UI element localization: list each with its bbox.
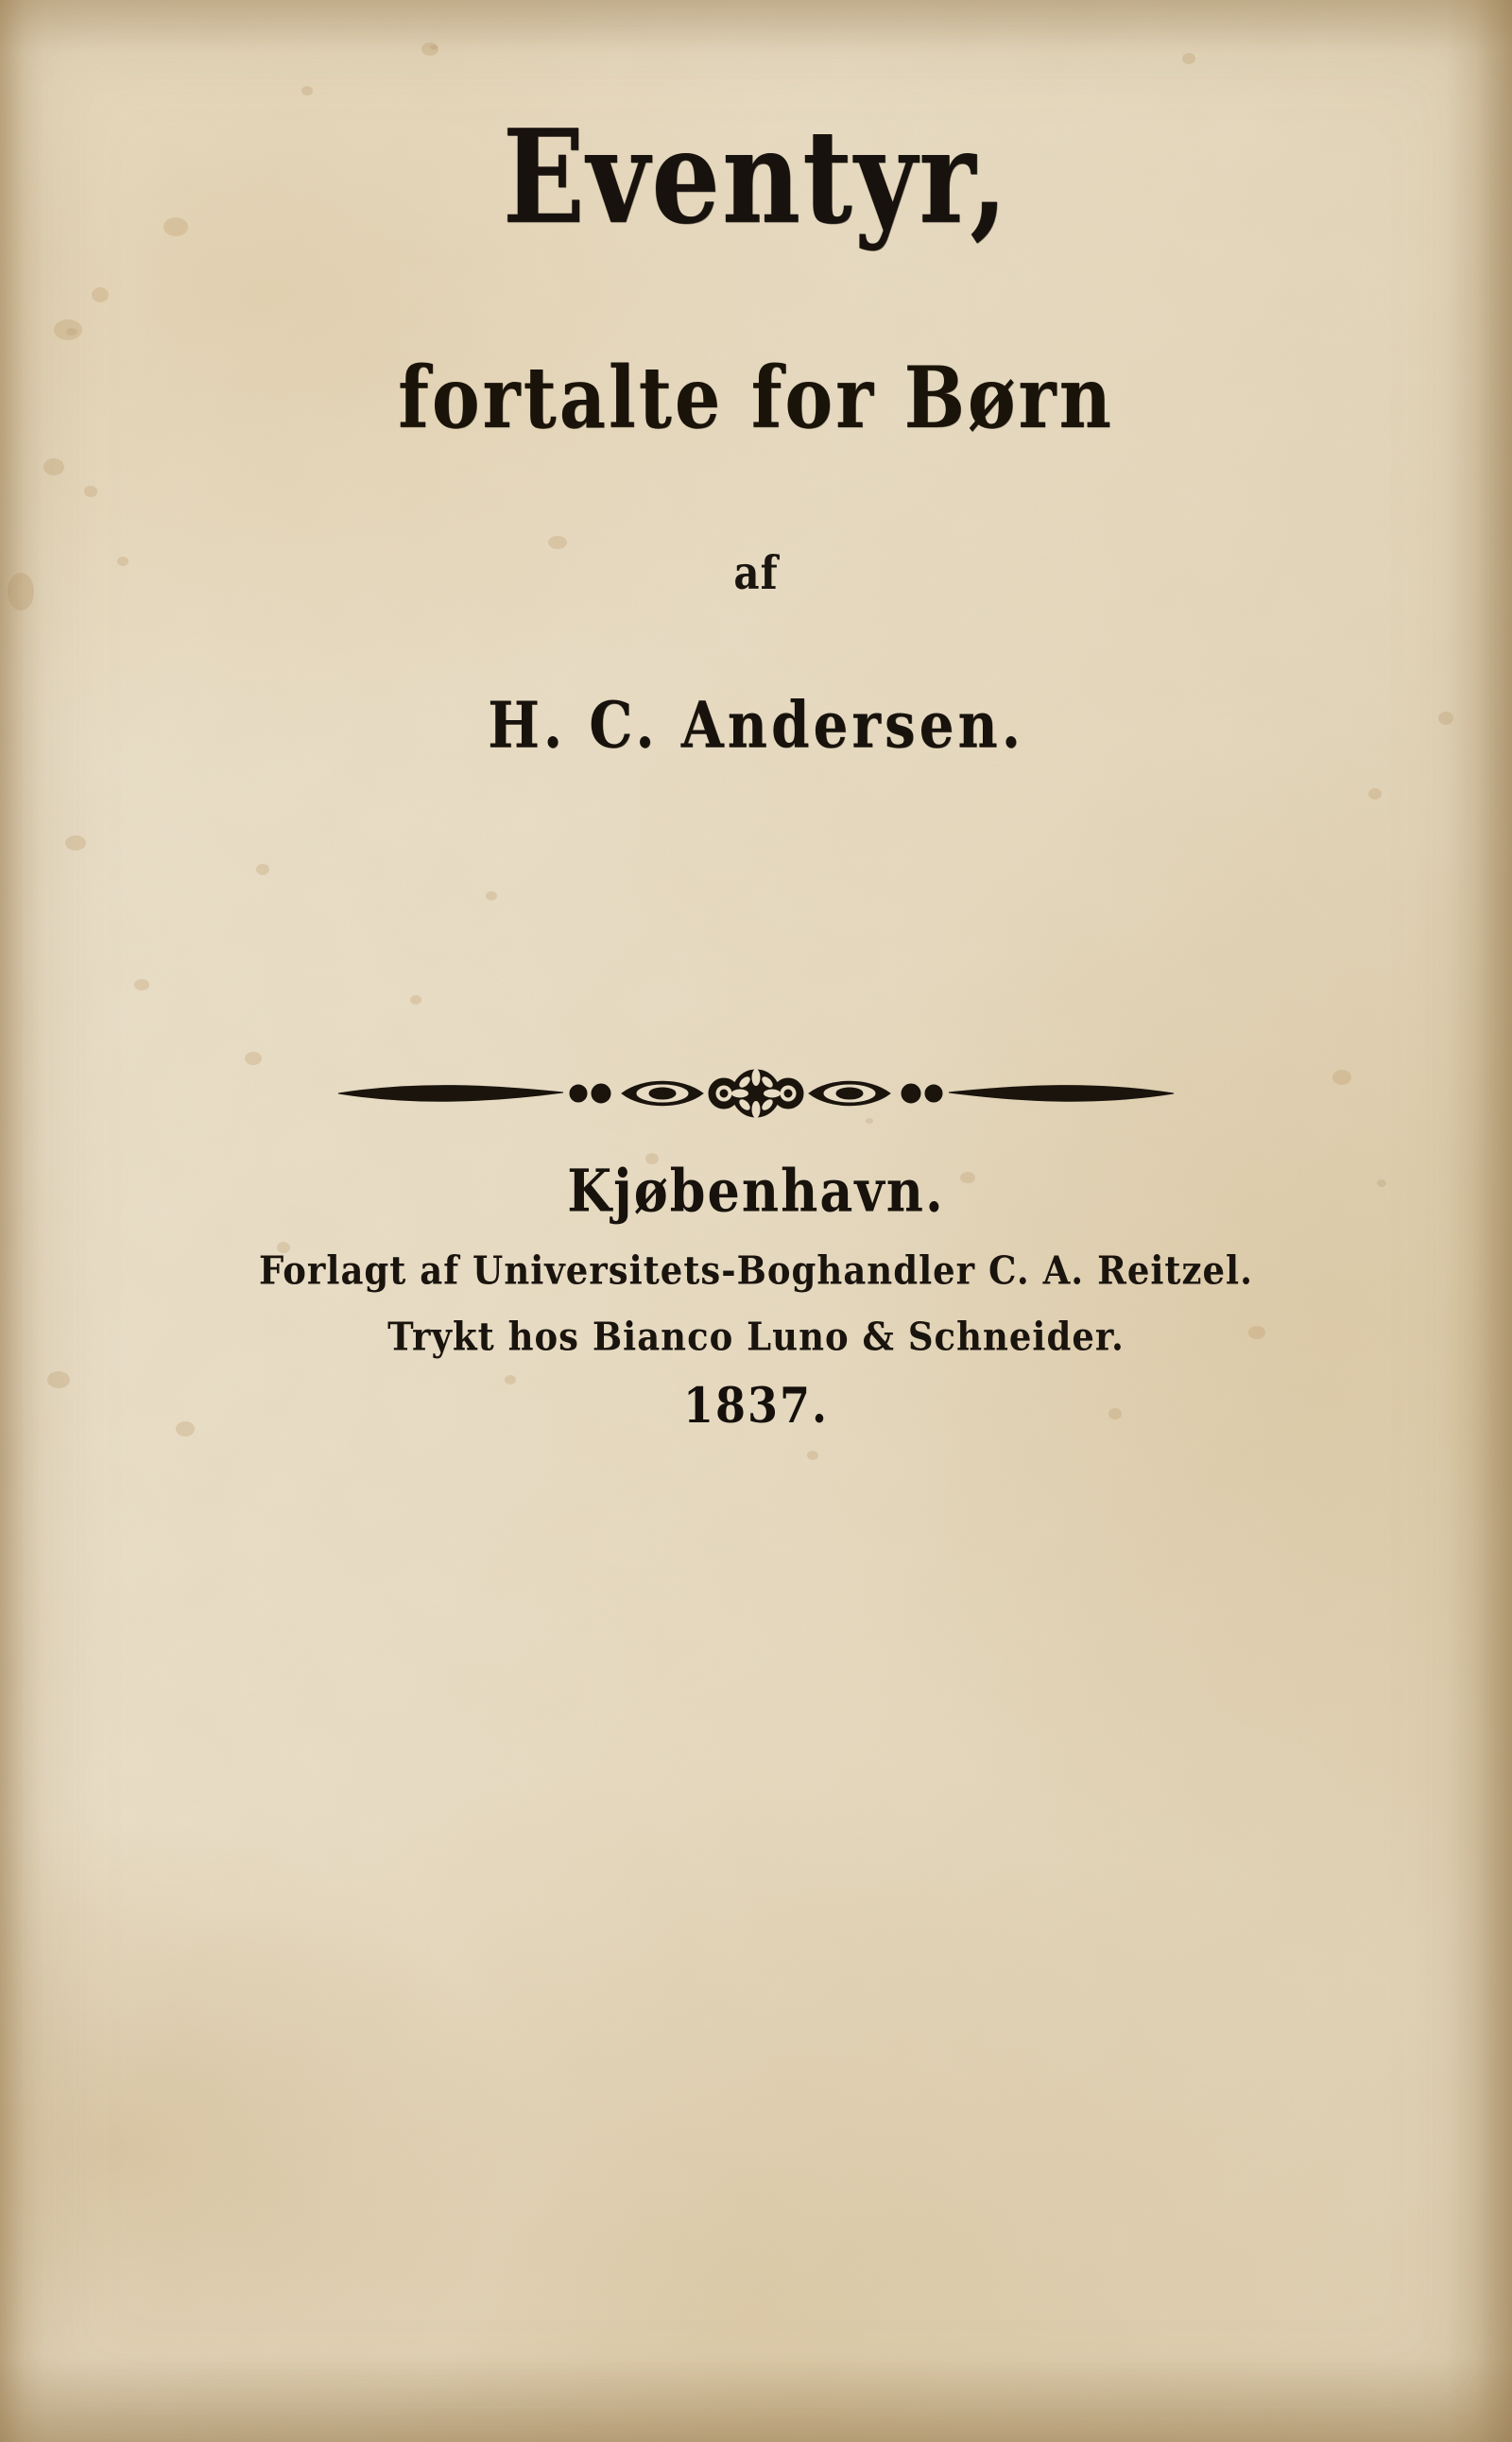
title-subtitle: fortalte for Børn	[398, 348, 1114, 448]
imprint-city: Kjøbenhavn.	[567, 1156, 945, 1226]
floral-rule-ornament	[331, 1060, 1181, 1126]
byline-preposition: af	[733, 546, 779, 600]
imprint-printer: Trykt hos Bianco Luno & Schneider.	[387, 1313, 1125, 1360]
author-name: H. C. Andersen.	[488, 688, 1024, 763]
imprint-block	[0, 1156, 1512, 1435]
page-title: Eventyr,	[502, 102, 1010, 253]
imprint-publisher: Forlagt af Universitets-Boghandler C. A. Reitzel.	[258, 1247, 1253, 1294]
imprint-year: 1837.	[682, 1376, 830, 1435]
